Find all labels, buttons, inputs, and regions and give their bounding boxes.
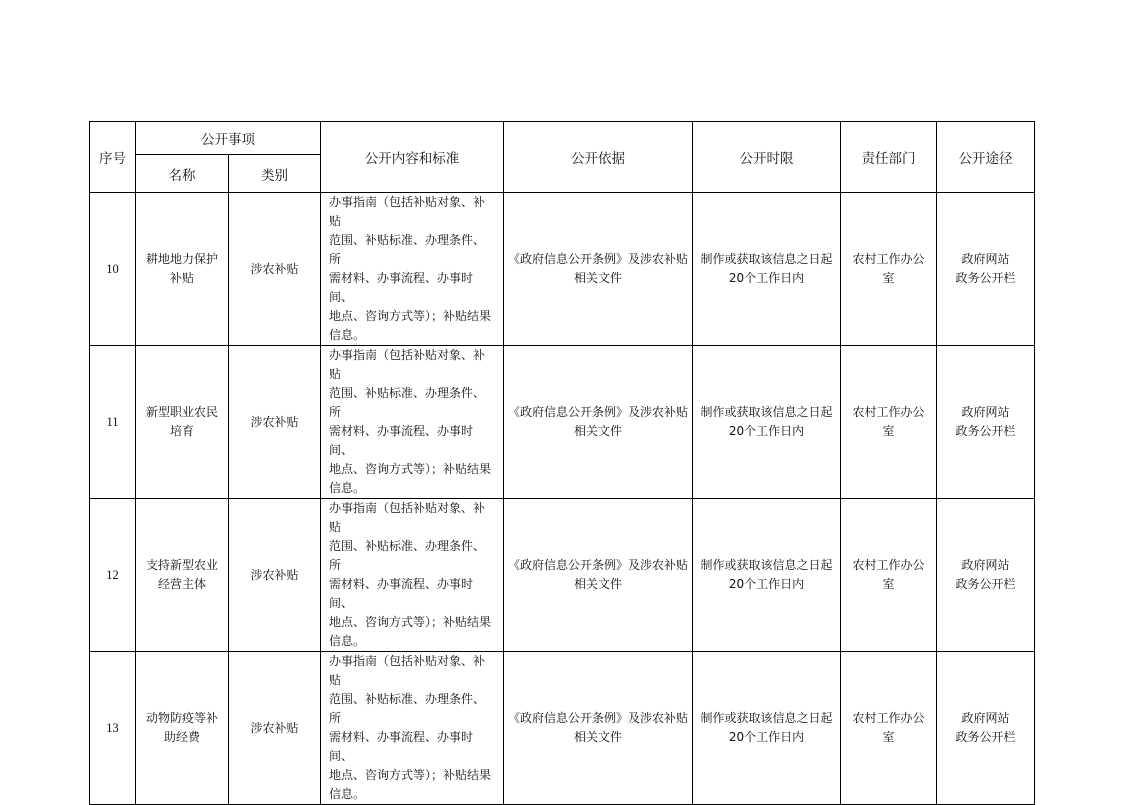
header-channel: 公开途径: [937, 122, 1035, 193]
cell-line: 需材料、办事流程、办事时间、: [329, 424, 474, 457]
cell-line: 办事指南（包括补贴对象、补贴: [329, 654, 486, 687]
cell-line: 范围、补贴标准、办理条件、所: [329, 539, 486, 572]
disclosure-table: [89, 121, 1035, 805]
cell-line: 相关文件: [573, 271, 622, 285]
cell-name: [136, 499, 229, 652]
cell-line: 助经费: [163, 730, 200, 744]
cell-line: 办事指南（包括补贴对象、补贴: [329, 348, 486, 381]
cell-line: 支持新型农业: [145, 558, 218, 572]
header-basis: 公开依据: [504, 122, 693, 193]
cell-line: 补贴: [169, 271, 194, 285]
cell-content: [321, 346, 504, 499]
cell-name: [136, 193, 229, 346]
cell-line: 政府网站: [961, 405, 1010, 419]
cell-line: 20个工作日内: [728, 730, 805, 744]
cell-name: [136, 652, 229, 805]
cell-channel: [937, 346, 1035, 499]
cell-line: 20个工作日内: [728, 577, 805, 591]
cell-line: 经营主体: [157, 577, 206, 591]
cell-line: 室: [882, 577, 895, 591]
cell-line: 需材料、办事流程、办事时间、: [329, 271, 474, 304]
cell-time-limit: [693, 499, 841, 652]
header-seq: 序号: [90, 122, 136, 193]
cell-line: 室: [882, 271, 895, 285]
cell-line: 政府网站: [961, 252, 1010, 266]
cell-seq: 12: [90, 499, 136, 652]
cell-line: 20个工作日内: [728, 424, 805, 438]
cell-line: 相关文件: [573, 730, 622, 744]
cell-basis: [504, 499, 693, 652]
cell-line: 信息。: [329, 787, 366, 801]
header-department: 责任部门: [841, 122, 937, 193]
cell-line: 范围、补贴标准、办理条件、所: [329, 386, 486, 419]
header-category: 类别: [229, 155, 321, 193]
cell-seq: 10: [90, 193, 136, 346]
table-row: [90, 652, 1035, 805]
cell-basis: [504, 346, 693, 499]
cell-line: 《政府信息公开条例》及涉农补贴: [508, 558, 689, 572]
cell-time-limit: [693, 346, 841, 499]
cell-seq: 13: [90, 652, 136, 805]
cell-line: 地点、咨询方式等）；补贴结果: [329, 309, 492, 323]
cell-name: [136, 346, 229, 499]
cell-basis: [504, 652, 693, 805]
cell-category: 涉农补贴: [229, 499, 321, 652]
cell-basis: [504, 193, 693, 346]
cell-line: 信息。: [329, 634, 366, 648]
cell-line: 地点、咨询方式等）；补贴结果: [329, 768, 492, 782]
cell-line: 培育: [169, 424, 194, 438]
cell-department: [841, 346, 937, 499]
table-row: [90, 346, 1035, 499]
header-item-group: 公开事项: [136, 122, 321, 155]
cell-content: [321, 499, 504, 652]
cell-line: 范围、补贴标准、办理条件、所: [329, 692, 486, 725]
table-row: [90, 193, 1035, 346]
cell-line: 农村工作办公: [852, 711, 925, 725]
cell-line: 政府网站: [961, 558, 1010, 572]
table-row: [90, 499, 1035, 652]
cell-line: 相关文件: [573, 424, 622, 438]
cell-line: 农村工作办公: [852, 405, 925, 419]
table-body: [90, 193, 1035, 805]
cell-line: 办事指南（包括补贴对象、补贴: [329, 195, 486, 228]
header-name: 名称: [136, 155, 229, 193]
cell-line: 政务公开栏: [955, 730, 1016, 744]
cell-line: 范围、补贴标准、办理条件、所: [329, 233, 486, 266]
cell-category: 涉农补贴: [229, 193, 321, 346]
cell-content: [321, 193, 504, 346]
cell-line: 制作或获取该信息之日起: [700, 405, 833, 419]
cell-line: 政务公开栏: [955, 271, 1016, 285]
cell-line: 农村工作办公: [852, 252, 925, 266]
cell-line: 制作或获取该信息之日起: [700, 252, 833, 266]
cell-line: 地点、咨询方式等）；补贴结果: [329, 615, 492, 629]
cell-category: 涉农补贴: [229, 652, 321, 805]
cell-line: 制作或获取该信息之日起: [700, 558, 833, 572]
cell-department: [841, 499, 937, 652]
cell-line: 耕地地力保护: [145, 252, 218, 266]
cell-line: 信息。: [329, 328, 366, 342]
cell-line: 《政府信息公开条例》及涉农补贴: [508, 405, 689, 419]
cell-line: 需材料、办事流程、办事时间、: [329, 730, 474, 763]
cell-line: 制作或获取该信息之日起: [700, 711, 833, 725]
header-content: 公开内容和标准: [321, 122, 504, 193]
cell-line: 政务公开栏: [955, 577, 1016, 591]
cell-line: 20个工作日内: [728, 271, 805, 285]
cell-line: 需材料、办事流程、办事时间、: [329, 577, 474, 610]
cell-line: 动物防疫等补: [145, 711, 218, 725]
cell-line: 相关文件: [573, 577, 622, 591]
cell-line: 《政府信息公开条例》及涉农补贴: [508, 252, 689, 266]
cell-line: 新型职业农民: [145, 405, 218, 419]
cell-channel: [937, 193, 1035, 346]
cell-line: 室: [882, 424, 895, 438]
cell-line: 农村工作办公: [852, 558, 925, 572]
cell-category: 涉农补贴: [229, 346, 321, 499]
cell-time-limit: [693, 652, 841, 805]
cell-content: [321, 652, 504, 805]
cell-line: 办事指南（包括补贴对象、补贴: [329, 501, 486, 534]
cell-line: 政务公开栏: [955, 424, 1016, 438]
cell-line: 《政府信息公开条例》及涉农补贴: [508, 711, 689, 725]
cell-department: [841, 652, 937, 805]
cell-line: 地点、咨询方式等）；补贴结果: [329, 462, 492, 476]
cell-line: 室: [882, 730, 895, 744]
cell-department: [841, 193, 937, 346]
cell-line: 政府网站: [961, 711, 1010, 725]
cell-seq: 11: [90, 346, 136, 499]
header-row-1: [90, 122, 1035, 155]
cell-time-limit: [693, 193, 841, 346]
cell-channel: [937, 652, 1035, 805]
cell-line: 信息。: [329, 481, 366, 495]
header-time-limit: 公开时限: [693, 122, 841, 193]
cell-channel: [937, 499, 1035, 652]
